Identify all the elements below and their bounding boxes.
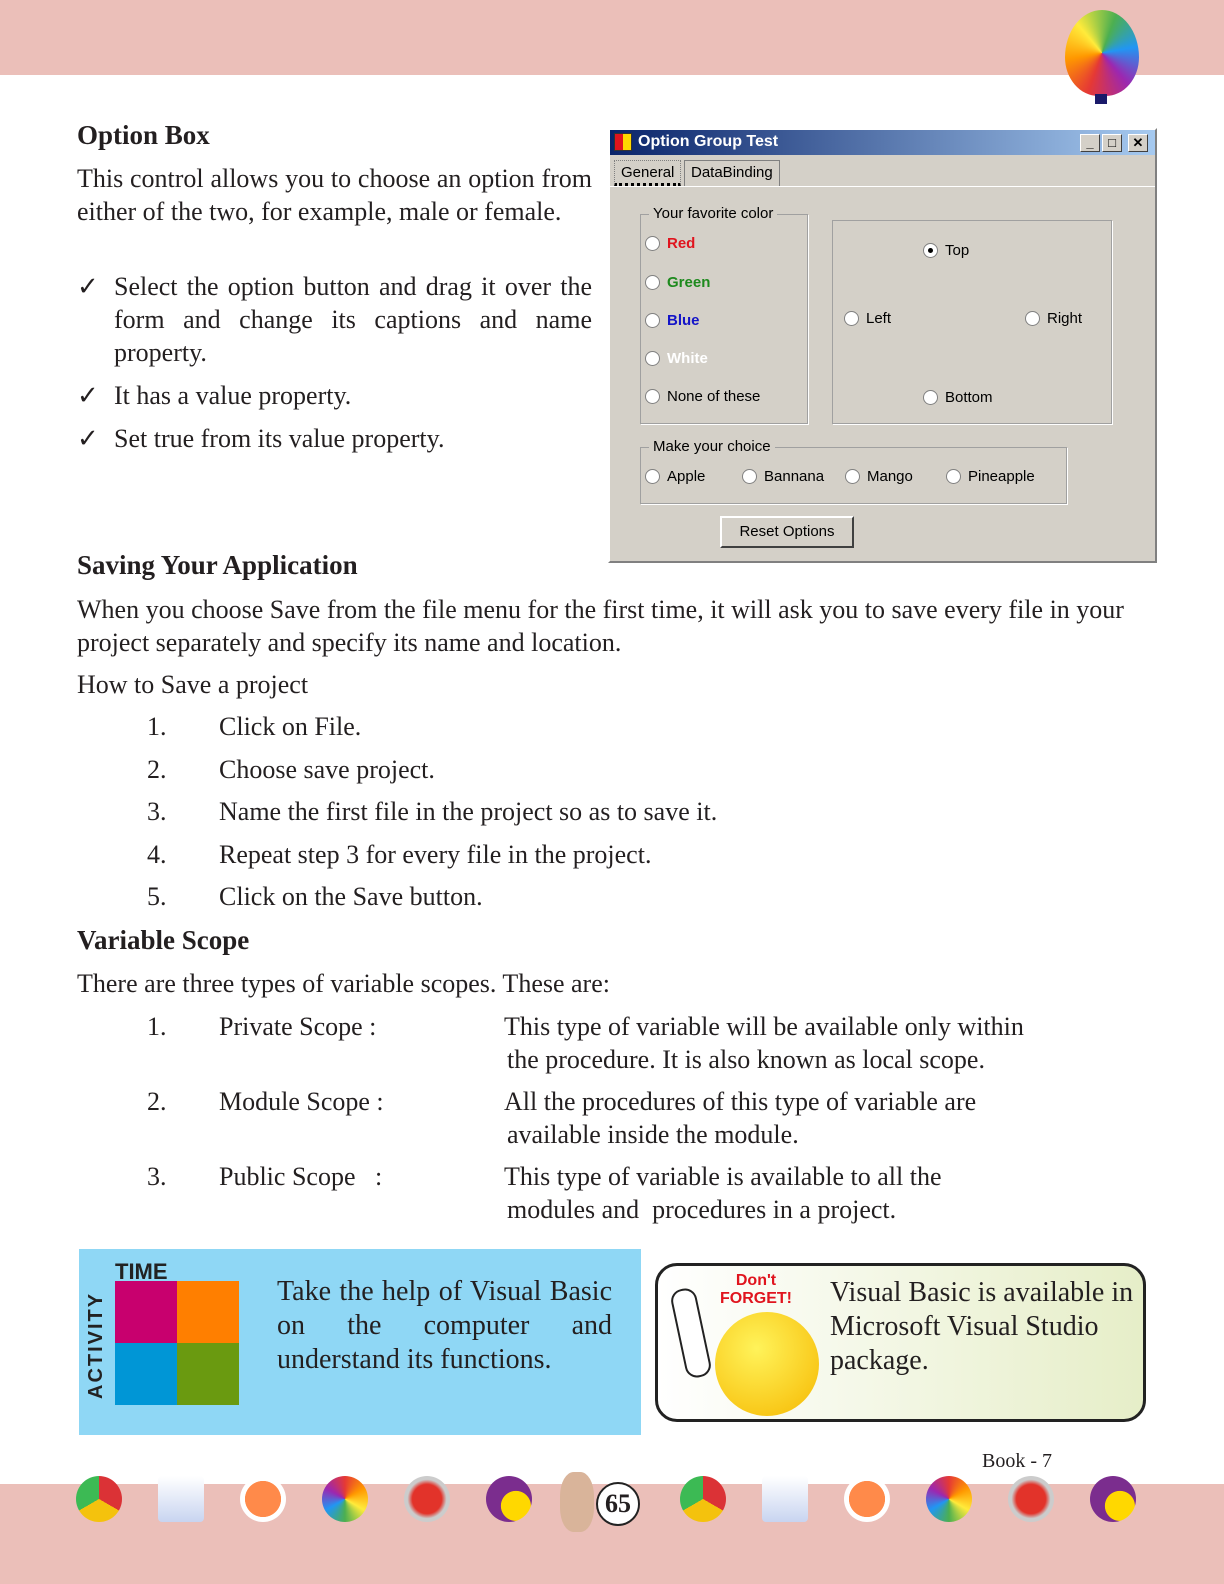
radio-label: White xyxy=(667,350,708,367)
group-label: Make your choice xyxy=(649,438,775,455)
yahoo-icon xyxy=(1090,1476,1136,1522)
logo-text: Don't xyxy=(735,1272,777,1289)
scope-heading: Variable Scope xyxy=(77,925,250,955)
radio-label: Pineapple xyxy=(968,468,1035,485)
radio-right[interactable] xyxy=(1025,310,1082,327)
dont-forget-logo xyxy=(720,1272,792,1308)
scope-desc: All the procedures of this type of variable are xyxy=(504,1087,977,1116)
radio-bannana[interactable] xyxy=(742,468,824,485)
word-icon xyxy=(762,1476,808,1522)
make-choice-group xyxy=(640,438,1067,504)
puzzle-icon xyxy=(177,1281,239,1343)
favorite-color-group xyxy=(640,205,808,424)
balloon-icon xyxy=(322,1476,368,1522)
radio-top[interactable] xyxy=(923,242,969,259)
radio-icon[interactable] xyxy=(845,469,860,484)
maximize-button[interactable]: □ xyxy=(1102,134,1122,152)
book-label: Book - 7 xyxy=(982,1450,1052,1472)
fire-icon xyxy=(404,1476,450,1522)
page-number: 65 xyxy=(596,1482,640,1526)
radio-label: Apple xyxy=(667,468,706,485)
bullet-item xyxy=(77,379,592,412)
bullet-item xyxy=(77,270,592,369)
option-box-heading: Option Box xyxy=(77,120,210,150)
step-number: 4. xyxy=(147,839,167,869)
step-number: 3. xyxy=(147,797,167,826)
step-text: Choose save project. xyxy=(219,754,435,784)
activity-logo-text: ACTIVITY xyxy=(85,1291,107,1399)
tab-divider xyxy=(610,186,1155,187)
radio-bottom[interactable] xyxy=(923,389,993,406)
balloon-icon xyxy=(926,1476,972,1522)
scope-name: Private Scope : xyxy=(219,1012,377,1041)
step-item xyxy=(147,795,717,838)
radio-icon[interactable] xyxy=(645,236,660,251)
radio-none[interactable] xyxy=(645,388,760,405)
yahoo-icon xyxy=(486,1476,532,1522)
scope-desc: the procedure. It is also known as local scope. xyxy=(507,1045,985,1074)
step-number: 2. xyxy=(147,754,167,784)
tab-databinding[interactable]: DataBinding xyxy=(684,160,780,186)
radio-label: Bannana xyxy=(764,468,825,485)
bullet-text: It has a value property. xyxy=(114,381,352,410)
scope-desc: This type of variable is available to all the xyxy=(504,1162,942,1191)
chrome-icon xyxy=(680,1476,726,1522)
radio-green[interactable] xyxy=(645,274,710,291)
dialog-title: Option Group Test xyxy=(638,133,779,150)
bullet-text: Select the option button and drag it over the form and change its captions and name property. xyxy=(114,272,592,367)
briefcase-icon xyxy=(240,1476,286,1522)
scope-desc: modules and procedures in a project. xyxy=(507,1195,897,1224)
scope-name: Module Scope : xyxy=(219,1087,384,1116)
balloon-basket-icon xyxy=(1095,94,1107,104)
mouse-mascot-icon xyxy=(560,1472,594,1532)
step-item xyxy=(147,838,717,881)
radio-icon[interactable] xyxy=(645,389,660,404)
scope-number: 2. xyxy=(147,1087,167,1116)
saving-subheading: How to Save a project xyxy=(77,670,309,699)
scope-desc: available inside the module. xyxy=(507,1120,799,1149)
radio-label: Top xyxy=(945,242,970,259)
check-icon: ✓ xyxy=(77,272,99,301)
step-item xyxy=(147,710,717,753)
pointing-hand-icon xyxy=(669,1286,713,1379)
check-icon: ✓ xyxy=(77,381,99,410)
balloon-icon xyxy=(1065,10,1139,96)
radio-label: Left xyxy=(866,310,892,327)
group-label: Your favorite color xyxy=(649,205,777,222)
step-text: Name the first file in the project so as to save it. xyxy=(219,797,718,826)
smiley-icon xyxy=(715,1312,819,1416)
radio-icon[interactable] xyxy=(1025,311,1040,326)
step-number: 1. xyxy=(147,712,167,741)
logo-text: FORGET! xyxy=(720,1290,792,1307)
bullet-text: Set true from its value property. xyxy=(114,424,445,453)
scope-intro: There are three types of variable scopes. These are: xyxy=(77,969,610,998)
save-steps-list xyxy=(147,710,717,923)
puzzle-icon xyxy=(115,1281,177,1343)
scope-name: Public Scope : xyxy=(219,1162,383,1191)
radio-left[interactable] xyxy=(844,310,891,327)
radio-pineapple[interactable] xyxy=(946,468,1035,485)
saving-heading: Saving Your Application xyxy=(77,550,358,580)
radio-red[interactable] xyxy=(645,235,695,252)
radio-label: Red xyxy=(667,235,696,252)
radio-icon[interactable] xyxy=(645,351,660,366)
word-icon xyxy=(158,1476,204,1522)
radio-icon[interactable] xyxy=(923,243,938,258)
scope-desc: This type of variable will be available only within xyxy=(504,1012,1024,1041)
step-text: Click on File. xyxy=(219,712,362,741)
bullet-item xyxy=(77,422,592,455)
chrome-icon xyxy=(76,1476,122,1522)
check-icon: ✓ xyxy=(77,424,99,453)
radio-label: Green xyxy=(667,274,711,291)
puzzle-icon xyxy=(177,1343,239,1405)
radio-label: None of these xyxy=(667,388,761,405)
reset-options-button[interactable]: Reset Options xyxy=(720,516,854,548)
step-number: 5. xyxy=(147,882,167,911)
header-band xyxy=(0,0,1224,75)
dont-forget-box xyxy=(655,1263,1146,1422)
radio-icon[interactable] xyxy=(923,390,938,405)
close-button[interactable]: ✕ xyxy=(1128,134,1148,152)
radio-label: Bottom xyxy=(945,389,993,406)
option-group-dialog xyxy=(608,128,1157,563)
saving-paragraph: When you choose Save from the file menu for the first time, it will ask you to save every file in your project separately and specify its name and location. xyxy=(77,595,1124,657)
position-group xyxy=(832,220,1112,424)
scope-number: 1. xyxy=(147,1012,167,1041)
radio-mango[interactable] xyxy=(845,468,913,485)
radio-icon[interactable] xyxy=(645,313,660,328)
radio-icon[interactable] xyxy=(844,311,859,326)
radio-apple[interactable] xyxy=(645,468,705,485)
option-box-intro: This control allows you to choose an option from either of the two, for example, male or female. xyxy=(77,164,592,226)
tab-general[interactable]: General xyxy=(614,160,681,186)
radio-icon[interactable] xyxy=(645,469,660,484)
puzzle-icon xyxy=(115,1343,177,1405)
radio-label: Mango xyxy=(867,468,913,485)
radio-label: Right xyxy=(1047,310,1083,327)
dont-forget-text: Visual Basic is available in Microsoft Visual Studio package. xyxy=(830,1277,1134,1376)
step-text: Repeat step 3 for every file in the project. xyxy=(219,839,652,869)
fire-icon xyxy=(1008,1476,1054,1522)
scope-number: 3. xyxy=(147,1162,167,1191)
radio-white[interactable] xyxy=(645,350,708,367)
step-item xyxy=(147,880,717,923)
time-logo-text: TIME xyxy=(115,1259,168,1284)
app-icon xyxy=(614,133,632,151)
radio-blue[interactable] xyxy=(645,312,700,329)
minimize-button[interactable]: _ xyxy=(1080,134,1100,152)
step-text: Click on the Save button. xyxy=(219,882,483,911)
title-bar xyxy=(610,130,1155,155)
radio-icon[interactable] xyxy=(946,469,961,484)
briefcase-icon xyxy=(844,1476,890,1522)
activity-time-box xyxy=(79,1249,641,1435)
step-item xyxy=(147,753,717,796)
radio-icon[interactable] xyxy=(645,275,660,290)
radio-icon[interactable] xyxy=(742,469,757,484)
radio-label: Blue xyxy=(667,312,700,329)
activity-text: Take the help of Visual Basic on the computer and understand its functions. xyxy=(277,1276,612,1375)
